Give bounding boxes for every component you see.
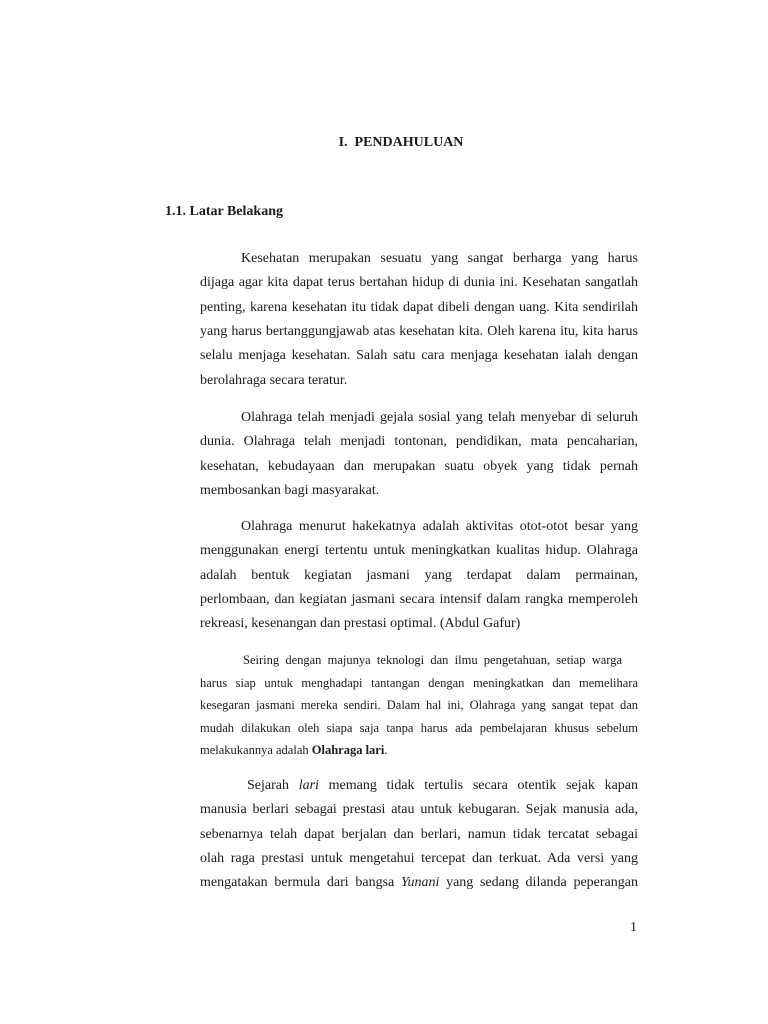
paragraph-line: selalu menjaga kesehatan. Salah satu cara menjaga kesehatan ialah dengan: [200, 348, 638, 364]
paragraph-line: Olahraga telah menjadi gejala sosial yang telah menyebar di seluruh: [241, 410, 638, 425]
paragraph-line: olah raga prestasi untuk mengetahui tercepat dan terkuat. Ada versi yang: [200, 851, 638, 867]
line-segment: Sejarah: [247, 778, 299, 793]
chapter-title: I. PENDAHULUAN: [338, 135, 464, 150]
paragraph-line: rekreasi, kesenangan dan prestasi optimal. (Abdul Gafur): [200, 616, 521, 632]
paragraph-gejala-sosial: [200, 406, 638, 503]
line-segment: melakukannya adalah: [200, 743, 312, 758]
line-segment: .: [384, 743, 388, 758]
line-segment: memang tidak tertulis secara otentik sejak kapan: [318, 778, 638, 793]
paragraph-line: [200, 871, 638, 895]
paragraph-line: kesegaran jasmani mereka sendiri. Dalam hal ini, Olahraga yang sangat tepat dan: [200, 698, 638, 713]
bold-term: Olahraga lari: [311, 743, 385, 758]
paragraph-line: berolahraga secara teratur.: [200, 372, 348, 388]
line-segment: mengatakan bermula dari bangsa: [200, 875, 401, 891]
paragraph-line: perlombaan, dan kegiatan jasmani secara intensif dalam rangka memperoleh: [200, 592, 638, 608]
paragraph-line: dijaga agar kita dapat terus bertahan hidup di dunia ini. Kesehatan sangatlah: [200, 275, 638, 291]
italic-term: Yunani: [400, 875, 440, 891]
paragraph-kesehatan: [200, 247, 638, 393]
line-segment: yang sedang dilanda peperangan: [439, 875, 638, 891]
paragraph-line: harus siap untuk menghadapi tantangan dengan meningkatkan dan memelihara: [200, 675, 638, 690]
paragraph-line: adalah bentuk kegiatan jasmani yang terdapat dalam permainan,: [200, 567, 638, 583]
paragraph-line: mudah dilakukan oleh siapa saja tanpa harus ada pembelajaran khusus sebelum: [200, 720, 638, 735]
paragraph-sejarah-lari: [200, 774, 638, 896]
paragraph-line: yang harus bertanggungjawab atas kesehatan kita. Oleh karena itu, kita harus: [200, 324, 638, 340]
page-number: 1: [630, 920, 637, 935]
paragraph-line: Kesehatan merupakan sesuatu yang sangat berharga yang harus: [241, 251, 638, 266]
paragraph-line: Olahraga menurut hakekatnya adalah aktivitas otot-otot besar yang: [241, 519, 638, 534]
paragraph-line: [200, 774, 638, 798]
paragraph-line: manusia berlari sebagai prestasi atau untuk kebugaran. Sejak manusia ada,: [200, 802, 638, 818]
paragraph-line: menggunakan energi tertentu untuk meningkatkan kualitas hidup. Olahraga: [200, 543, 638, 559]
paragraph-line: membosankan bagi masyarakat.: [200, 483, 380, 499]
paragraph-line: Seiring dengan majunya teknologi dan ilmu pengetahuan, setiap warga: [243, 653, 622, 667]
paragraph-hakekat-olahraga: [200, 515, 638, 637]
paragraph-line: penting, karena kesehatan itu tidak dapat dibeli dengan uang. Kita sendirilah: [200, 299, 638, 315]
italic-term: lari: [298, 778, 319, 793]
paragraph-line: dunia. Olahraga telah menjadi tontonan, pendidikan, mata pencaharian,: [200, 434, 638, 450]
section-heading: 1.1. Latar Belakang: [165, 204, 283, 219]
paragraph-line: [200, 739, 638, 762]
paragraph-line: sebenarnya telah dapat berjalan dan berlari, namun tidak tercatat sebagai: [200, 826, 638, 842]
paragraph-teknologi: [200, 649, 638, 762]
paragraph-line: kesehatan, kebudayaan dan merupakan suatu obyek yang tidak pernah: [200, 458, 638, 474]
